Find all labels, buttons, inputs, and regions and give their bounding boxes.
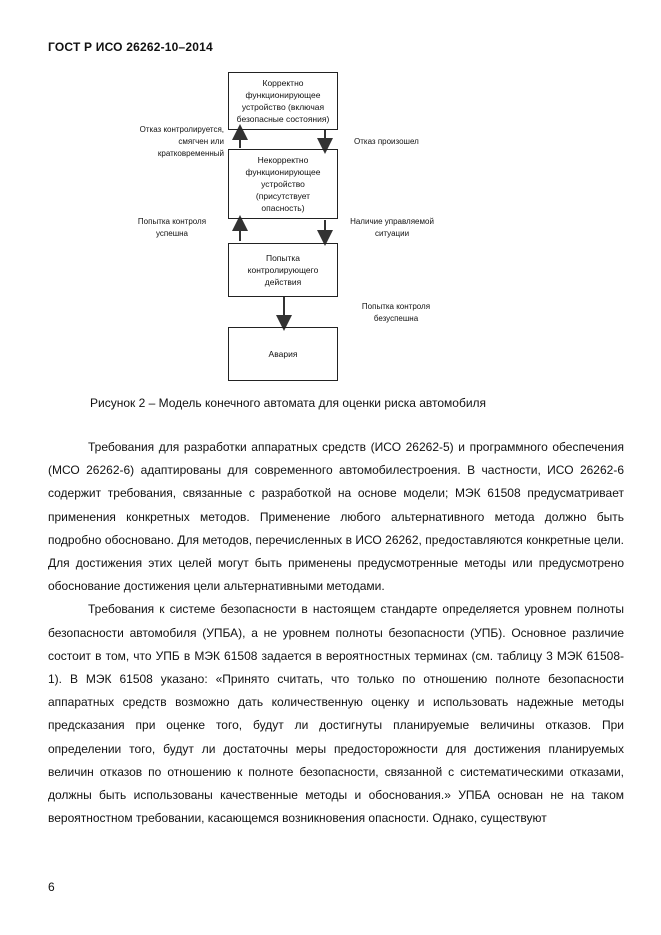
body-text — [48, 436, 624, 830]
paragraph: Требования для разработки аппаратных средств (ИСО 26262-5) и программного обеспечения (МСО 26262-6) адаптированы для современного автомобилестроения. В частности, ИСО 26262-6 содержит требования, связанные с разработкой на основе модели; МЭК 61508 предусматривает применения конкретных методов. Применение любого альтернативного метода должно быть подробно обосновано. Для методов, перечисленных в ИСО 26262, предоставляются конкретные цели. Для достижения этих целей могут быть применены предусмотренные методы или предусмотрено обоснование достижения цели альтернативными методами. — [48, 440, 624, 594]
label-control-success: Попытка контроля успешна — [137, 217, 207, 238]
state-accident-box: Авария — [228, 327, 338, 381]
state-machine-diagram — [0, 0, 661, 400]
label-controllable-situation: Наличие управляемой ситуации — [350, 217, 434, 238]
paragraph: Требования к системе безопасности в настоящем стандарте определяется уровнем полноты безопасности автомобиля (УПБА), а не уровнем полноты безопасности (УПБ). Основное различие состоит в том, что УПБ в МЭК 61508 задается в вероятностных терминах (см. таблицу 3 МЭК 61508-1). В МЭК 61508 указано: «Принято считать, что только по отношению полноте безопасности аппаратных средств возможно дать количественную оценку и использовать надежные методы предсказания при оценке того, будут ли достигнуты планируемые величины отказов. При определении того, будут ли достаточны меры предосторожности для достижения планируемых величин отказов по отношению к полноте безопасности, связанной с систематическими отказами, должны быть использованы качественные методы и обоснования.» УПБА основан не на таком вероятностном требовании, касающемся возникновения опасности. Однако, существуют — [48, 602, 624, 826]
label-failure-controlled: Отказ контролируется, смягчен или кратковременный — [139, 125, 224, 158]
label-control-fail: Попытка контроля безуспешна — [361, 302, 431, 323]
state-attempt-box: Попытка контролирующего действия — [228, 243, 338, 297]
page-number: 6 — [48, 880, 55, 894]
document-header: ГОСТ Р ИСО 26262-10–2014 — [48, 40, 213, 54]
label-failure-occurred: Отказ произошел — [354, 137, 419, 146]
figure-caption: Рисунок 2 – Модель конечного автомата для оценки риска автомобиля — [90, 396, 487, 410]
state-correct-box: Корректно функционирующее устройство (включая безопасные состояния) — [228, 72, 338, 130]
state-incorrect-box: Некорректно функционирующее устройство (присутствует опасность) — [228, 149, 338, 219]
